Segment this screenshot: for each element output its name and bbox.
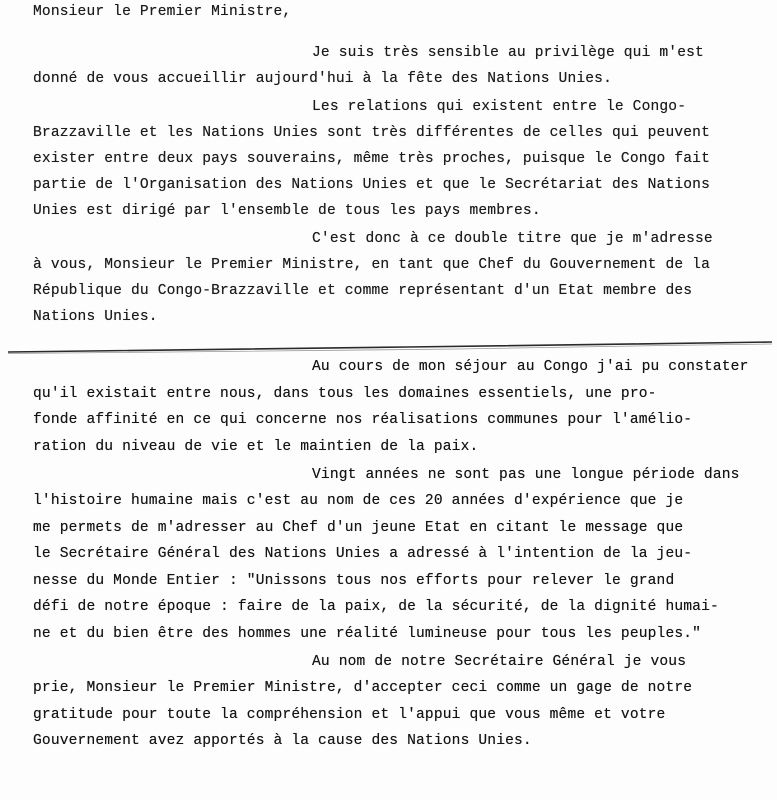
paragraph-6-line-1: Au nom de notre Secrétaire Général je vous [312, 654, 687, 670]
paragraph-1-line-2: donné de vous accueillir aujourd'hui à la fête des Nations Unies. [33, 71, 612, 87]
paragraph-5-line-2: l'histoire humaine mais c'est au nom de ces 20 années d'expérience que je [33, 493, 684, 509]
paragraph-5-line-5: nesse du Monde Entier : "Unissons tous nos efforts pour relever le grand [33, 573, 675, 589]
paragraph-5-line-1: Vingt années ne sont pas une longue période dans [312, 467, 740, 483]
paragraph-3-line-3: République du Congo-Brazzaville et comme représentant d'un Etat membre des [33, 283, 693, 299]
page-splice-rule [8, 340, 772, 358]
paragraph-4-line-3: fonde affinité en ce qui concerne nos réalisations communes pour l'amélio- [33, 412, 693, 428]
paragraph-2-line-3: exister entre deux pays souverains, même très proches, puisque le Congo fait [33, 151, 710, 167]
paragraph-1-line-1: Je suis très sensible au privilège qui m'est [312, 45, 704, 61]
paragraph-4-line-1: Au cours de mon séjour au Congo j'ai pu constater [312, 359, 749, 375]
paragraph-6-line-4: Gouvernement avez apportés à la cause des Nations Unies. [33, 733, 532, 749]
paragraph-4-line-4: ration du niveau de vie et le maintien de la paix. [33, 439, 479, 455]
paragraph-2-line-2: Brazzaville et les Nations Unies sont très différentes de celles qui peuvent [33, 125, 710, 141]
paragraph-3-line-4: Nations Unies. [33, 309, 158, 325]
paragraph-2-line-1: Les relations qui existent entre le Congo- [312, 99, 687, 115]
paragraph-5-line-7: ne et du bien être des hommes une réalité lumineuse pour tous les peuples." [33, 626, 702, 642]
paragraph-3-line-1: C'est donc à ce double titre que je m'adresse [312, 231, 713, 247]
salutation: Monsieur le Premier Ministre, [33, 4, 292, 20]
paragraph-2-line-4: partie de l'Organisation des Nations Unies et que le Secrétariat des Nations [33, 177, 710, 193]
paragraph-3-line-2: à vous, Monsieur le Premier Ministre, en tant que Chef du Gouvernement de la [33, 257, 710, 273]
paragraph-4-line-2: qu'il existait entre nous, dans tous les domaines essentiels, une pro- [33, 386, 657, 402]
paragraph-5-line-4: le Secrétaire Général des Nations Unies a adressé à l'intention de la jeu- [33, 546, 693, 562]
paragraph-6-line-2: prie, Monsieur le Premier Ministre, d'accepter ceci comme un gage de notre [33, 680, 693, 696]
paragraph-6-line-3: gratitude pour toute la compréhension et l'appui que vous même et votre [33, 707, 666, 723]
paragraph-2-line-5: Unies est dirigé par l'ensemble de tous les pays membres. [33, 203, 541, 219]
paragraph-5-line-3: me permets de m'adresser au Chef d'un jeune Etat en citant le message que [33, 520, 684, 536]
paragraph-5-line-6: défi de notre époque : faire de la paix, de la sécurité, de la dignité humai- [33, 599, 719, 615]
